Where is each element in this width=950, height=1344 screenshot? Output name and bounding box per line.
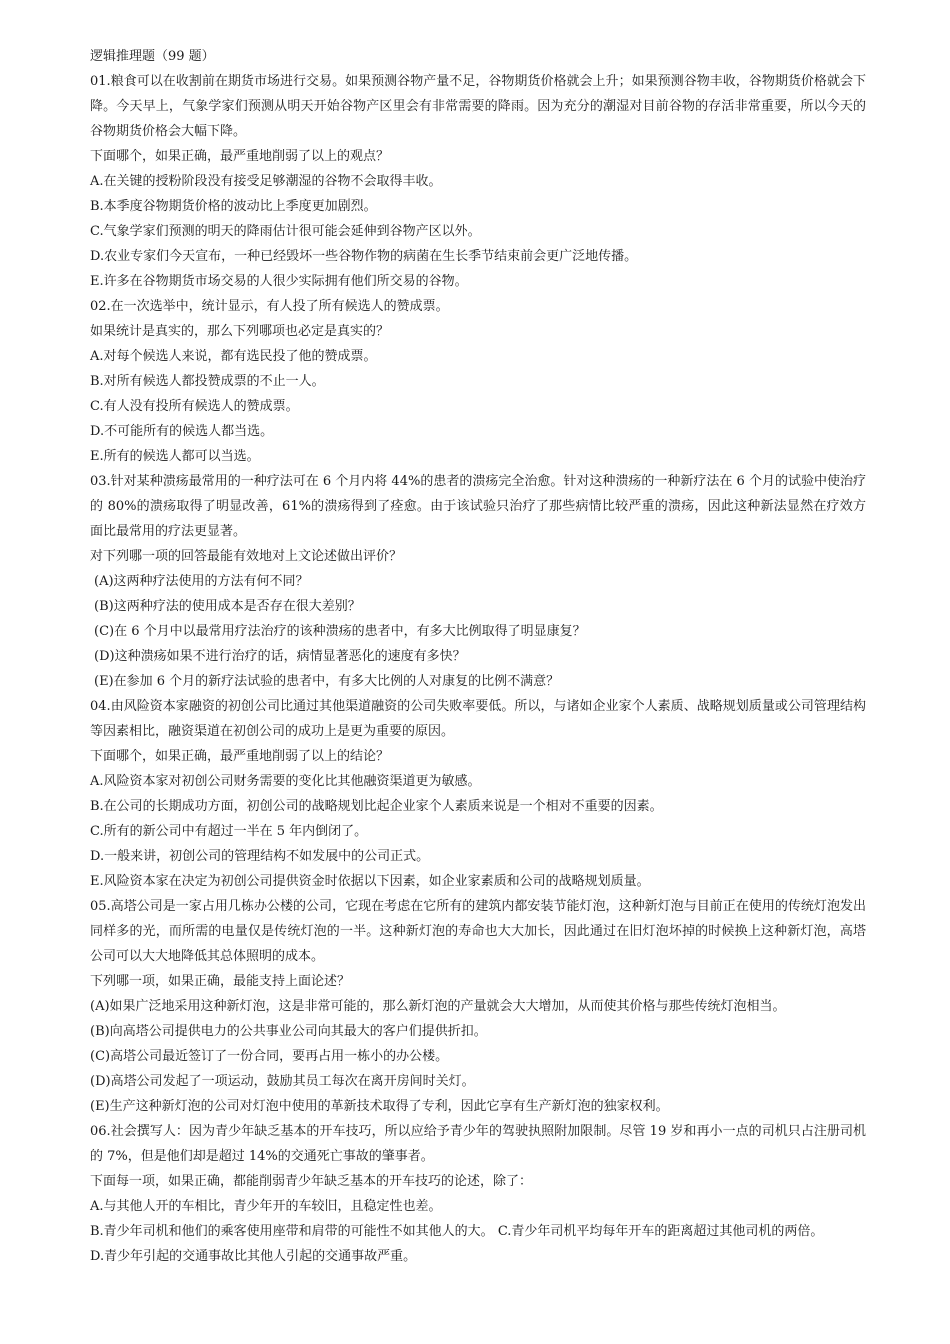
answer-option-b: B.在公司的长期成功方面，初创公司的战略规划比起企业家个人素质来说是一个相对不重要的因素。 [90,799,663,814]
question-prompt: 如果统计是真实的，那么下列哪项也必定是真实的？ [90,324,390,339]
question-prompt: 下列哪一项，如果正确，最能支持上面论述？ [90,974,351,989]
answer-option-d: D.青少年引起的交通事故比其他人引起的交通事故严重。 [90,1249,417,1264]
answer-option-e: (E)在参加 6 个月的新疗法试验的患者中，有多大比例的人对康复的比例不满意？ [94,674,560,689]
answer-option-b: (B)这两种疗法的使用成本是否存在很大差别？ [94,599,361,614]
answer-option-c: C.有人没有投所有候选人的赞成票。 [90,399,299,414]
answer-option-b-c: B.青少年司机和他们的乘客使用座带和肩带的可能性不如其他人的大。 C.青少年司机平均每年开车的距离超过其他司机的两倍。 [90,1224,824,1239]
answer-option-c: (C)高塔公司最近签订了一份合同，要再占用一栋小的办公楼。 [90,1049,449,1064]
answer-option-e: (E)生产这种新灯泡的公司对灯泡中使用的革新技术取得了专利，因此它享有生产新灯泡的独家权利。 [90,1099,669,1114]
question-prompt: 下面哪个，如果正确，最严重地削弱了以上的结论？ [90,749,390,764]
answer-option-e: E.风险资本家在决定为初创公司提供资金时依据以下因素，如企业家素质和公司的战略规划质量。 [90,874,650,889]
question-04 [90,694,866,894]
question-stem: 02.在一次选举中，统计显示，有人投了所有候选人的赞成票。 [90,299,449,314]
question-prompt: 对下列哪一项的回答最能有效地对上文论述做出评价？ [90,549,403,564]
answer-option-c: C.气象学家们预测的明天的降雨估计很可能会延伸到谷物产区以外。 [90,224,481,239]
question-01 [90,69,866,294]
question-prompt: 下面哪个，如果正确，最严重地削弱了以上的观点？ [90,149,390,164]
question-stem: 06.社会撰写人：因为青少年缺乏基本的开车技巧，所以应给予青少年的驾驶执照附加限制。尽管 19 岁和再小一点的司机只占注册司机的 7%，但是他们却是超过 14%的交通死亡事故的肇事者。 [90,1124,866,1164]
document-title: 逻辑推理题（99 题） [90,49,215,64]
answer-option-a: (A)这两种疗法使用的方法有何不同？ [94,574,309,589]
answer-option-a: A.对每个候选人来说，都有选民投了他的赞成票。 [90,349,377,364]
answer-option-b: B.本季度谷物期货价格的波动比上季度更加剧烈。 [90,199,377,214]
answer-option-d: D.不可能所有的候选人都当选。 [90,424,274,439]
question-02 [90,294,866,469]
answer-option-d: D.一般来讲，初创公司的管理结构不如发展中的公司正式。 [90,849,430,864]
question-06 [90,1119,866,1269]
document-page [90,44,866,1269]
question-03 [90,469,866,694]
answer-option-a: (A)如果广泛地采用这种新灯泡，这是非常可能的，那么新灯泡的产量就会大大增加，从而使其价格与那些传统灯泡相当。 [90,999,786,1014]
answer-option-a: A.风险资本家对初创公司财务需要的变化比其他融资渠道更为敏感。 [90,774,481,789]
answer-option-c: C.所有的新公司中有超过一半在 5 年内倒闭了。 [90,824,368,839]
answer-option-b: B.对所有候选人都投赞成票的不止一人。 [90,374,325,389]
question-stem: 04.由风险资本家融资的初创公司比通过其他渠道融资的公司失败率要低。所以，与诸如企业家个人素质、战略规划质量或公司管理结构等因素相比，融资渠道在初创公司的成功上是更为重要的原因。 [90,699,866,739]
question-stem: 03.针对某种溃疡最常用的一种疗法可在 6 个月内将 44%的患者的溃疡完全治愈。针对这种溃疡的一种新疗法在 6 个月的试验中使治疗的 80%的溃疡取得了明显改善，61%的溃疡得到了痊愈。由于该试验只治疗了那些病情比较严重的溃疡，因此这种新法显然在疗效方面比最常用的疗法更显著。 [90,474,866,539]
answer-option-d: (D)高塔公司发起了一项运动，鼓励其员工每次在离开房间时关灯。 [90,1074,475,1089]
question-stem: 01.粮食可以在收割前在期货市场进行交易。如果预测谷物产量不足，谷物期货价格就会上升；如果预测谷物丰收，谷物期货价格就会下降。今天早上，气象学家们预测从明天开始谷物产区里会有非常需要的降雨。因为充分的潮湿对目前谷物的存活非常重要，所以今天的谷物期货价格会大幅下降。 [90,74,866,139]
answer-option-e: E.许多在谷物期货市场交易的人很少实际拥有他们所交易的谷物。 [90,274,468,289]
answer-option-d: (D)这种溃疡如果不进行治疗的话，病情显著恶化的速度有多快？ [94,649,466,664]
answer-option-b: (B)向高塔公司提供电力的公共事业公司向其最大的客户们提供折扣。 [90,1024,487,1039]
answer-option-a: A.与其他人开的车相比，青少年开的车较旧，且稳定性也差。 [90,1199,442,1214]
question-05 [90,894,866,1119]
answer-option-a: A.在关键的授粉阶段没有接受足够潮湿的谷物不会取得丰收。 [90,174,442,189]
answer-option-d: D.农业专家们今天宣布，一种已经毁坏一些谷物作物的病菌在生长季节结束前会更广泛地传播。 [90,249,638,264]
answer-option-c: (C)在 6 个月中以最常用疗法治疗的该种溃疡的患者中，有多大比例取得了明显康复？ [94,624,586,639]
question-prompt: 下面每一项，如果正确，都能削弱青少年缺乏基本的开车技巧的论述，除了： [90,1174,533,1189]
answer-option-e: E.所有的候选人都可以当选。 [90,449,260,464]
question-stem: 05.高塔公司是一家占用几栋办公楼的公司，它现在考虑在它所有的建筑内都安装节能灯泡，这种新灯泡与目前正在使用的传统灯泡发出同样多的光，而所需的电量仅是传统灯泡的一半。这种新灯泡的寿命也大大加长，因此通过在旧灯泡坏掉的时候换上这种新灯泡，高塔公司可以大大地降低其总体照明的成本。 [90,899,866,964]
